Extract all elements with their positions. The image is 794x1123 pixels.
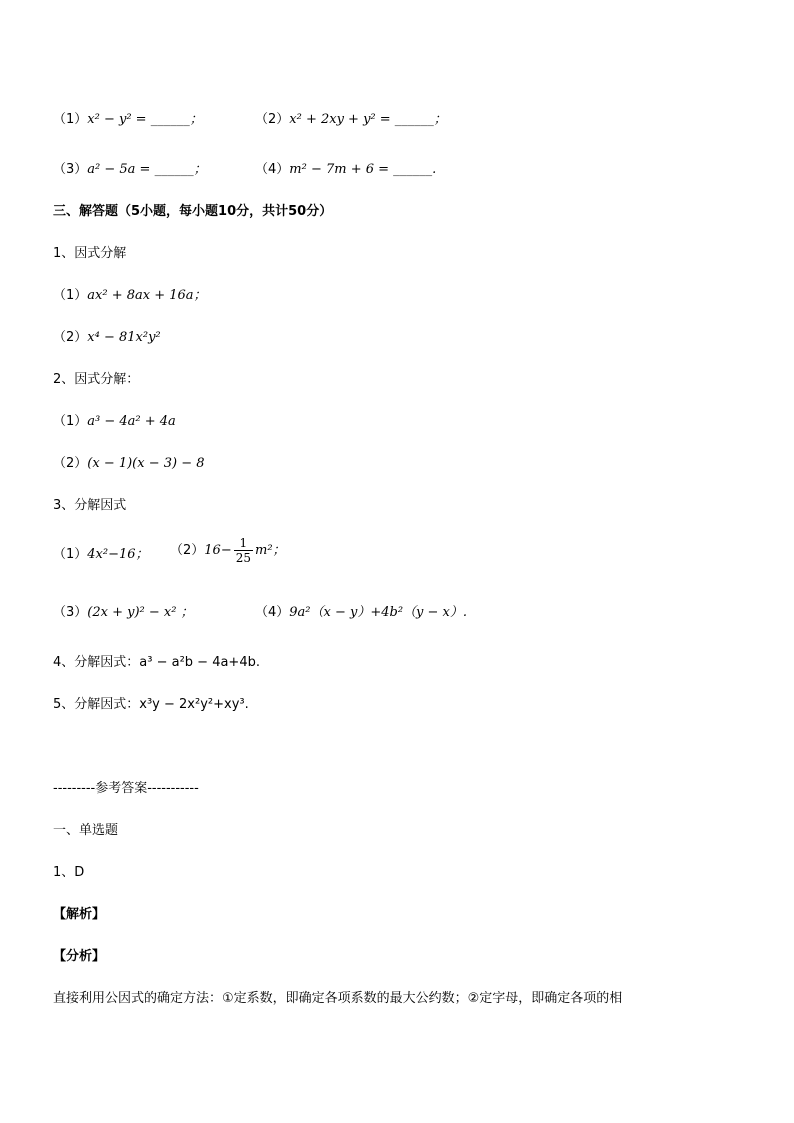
math-expression: 4x²−16； <box>87 547 149 562</box>
math-expression: a² − 5a = ______； <box>87 162 207 177</box>
answer-item: 1、D <box>53 865 85 880</box>
math-expression: ax² + 8ax + 16a； <box>87 288 207 303</box>
fill-item-4 <box>255 158 436 177</box>
tag-analysis: 【解析】 <box>53 907 106 922</box>
item-label: （1） <box>53 547 88 562</box>
math-expression: 9a²（x − y）+4b²（y − x）. <box>289 605 468 620</box>
analysis-text: 直接利用公因式的确定方法：①定系数，即确定各项系数的最大公约数；②定字母，即确定各项的相 <box>53 991 623 1006</box>
answer-divider: ---------参考答案----------- <box>53 781 199 796</box>
question-part <box>53 326 161 345</box>
item-label: （3） <box>53 162 88 177</box>
question-part <box>255 601 467 620</box>
item-label: （2） <box>53 456 88 471</box>
question-title: 2、因式分解： <box>53 372 140 387</box>
item-label: （2） <box>255 112 290 127</box>
item-label: （2） <box>170 543 205 558</box>
item-label: （2） <box>53 330 88 345</box>
fill-item-2 <box>255 108 447 127</box>
fill-item-1 <box>53 108 203 127</box>
fraction-numerator: 1 <box>234 536 253 551</box>
math-expression: x⁴ − 81x²y² <box>87 330 161 345</box>
question-part <box>53 410 176 429</box>
item-label: （1） <box>53 112 88 127</box>
question-part <box>170 536 286 565</box>
math-expression: (x − 1)(x − 3) − 8 <box>87 456 205 471</box>
section-heading: 三、解答题（5小题，每小题10分，共计50分） <box>53 204 333 219</box>
math-expression: x² + 2xy + y² = ______； <box>289 112 447 127</box>
question-part <box>53 543 149 562</box>
question-title: 3、分解因式 <box>53 498 127 513</box>
fill-item-3 <box>53 158 207 177</box>
question-part <box>53 452 205 471</box>
item-label: （3） <box>53 605 88 620</box>
item-label: （1） <box>53 288 88 303</box>
math-expression: m² − 7m + 6 = ______. <box>289 162 437 177</box>
question-part <box>53 284 207 303</box>
question-title: 1、因式分解 <box>53 246 127 261</box>
fraction-denominator: 25 <box>235 551 251 565</box>
item-label: （4） <box>255 162 290 177</box>
tag-reasoning: 【分析】 <box>53 949 106 964</box>
fraction <box>234 536 253 565</box>
answer-section-title: 一、单选题 <box>53 823 119 838</box>
math-expression: a³ − 4a² + 4a <box>87 414 176 429</box>
question-5: 5、分解因式：x³y − 2x²y²+xy³. <box>53 697 249 712</box>
math-expression: m²； <box>255 543 286 558</box>
question-part <box>53 601 194 620</box>
item-label: （1） <box>53 414 88 429</box>
math-expression: 16− <box>204 543 232 558</box>
question-4: 4、分解因式：a³ − a²b − 4a+4b. <box>53 655 260 670</box>
math-expression: x² − y² = ______； <box>87 112 203 127</box>
item-label: （4） <box>255 605 290 620</box>
math-expression: (2x + y)² − x² ； <box>87 605 194 620</box>
